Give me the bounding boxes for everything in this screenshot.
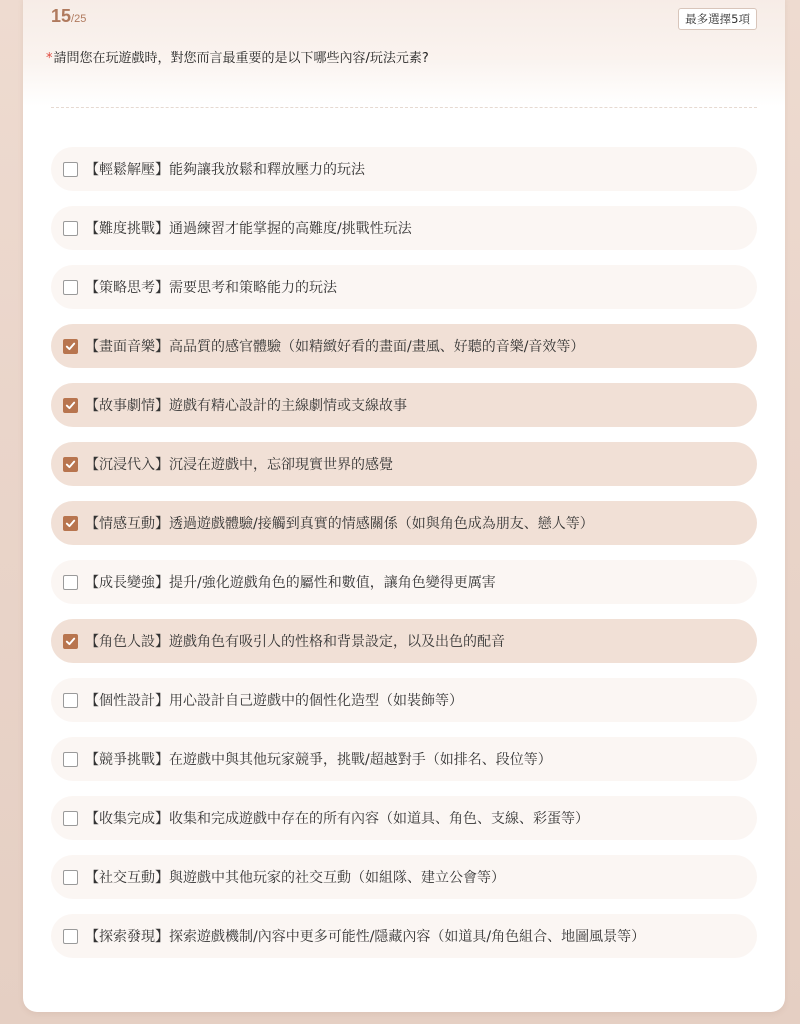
question-card: [23, 0, 785, 1012]
header-divider: [51, 107, 757, 108]
option-item[interactable]: [51, 560, 757, 604]
option-item[interactable]: [51, 324, 757, 368]
option-item[interactable]: [51, 619, 757, 663]
checkbox-unchecked[interactable]: [63, 693, 78, 708]
option-item[interactable]: [51, 796, 757, 840]
option-label: 【沉浸代入】沉浸在遊戲中，忘卻現實世界的感覺: [85, 457, 393, 473]
option-label: 【探索發現】探索遊戲機制/內容中更多可能性/隱藏內容（如道具/角色組合、地圖風景等）: [85, 929, 646, 945]
checkbox-unchecked[interactable]: [63, 811, 78, 826]
options-list: [51, 147, 757, 973]
progress-total: /25: [71, 13, 87, 25]
option-item[interactable]: [51, 206, 757, 250]
question-text: 請問您在玩遊戲時，對您而言最重要的是以下哪些內容/玩法元素?: [53, 51, 429, 66]
checkmark-icon: [65, 459, 76, 470]
option-item[interactable]: [51, 147, 757, 191]
checkbox-checked[interactable]: [63, 457, 78, 472]
checkmark-icon: [65, 341, 76, 352]
option-item[interactable]: [51, 737, 757, 781]
question-title: [46, 47, 429, 66]
option-item[interactable]: [51, 383, 757, 427]
option-label: 【輕鬆解壓】能夠讓我放鬆和釋放壓力的玩法: [85, 162, 365, 178]
question-header: [23, 0, 785, 106]
checkbox-checked[interactable]: [63, 339, 78, 354]
checkbox-unchecked[interactable]: [63, 870, 78, 885]
checkbox-unchecked[interactable]: [63, 575, 78, 590]
option-label: 【策略思考】需要思考和策略能力的玩法: [85, 280, 337, 296]
progress-current: 15: [51, 6, 72, 26]
progress-indicator: [51, 6, 86, 27]
option-label: 【故事劇情】遊戲有精心設計的主線劇情或支線故事: [85, 398, 407, 414]
required-mark: *: [46, 51, 53, 66]
checkbox-unchecked[interactable]: [63, 280, 78, 295]
option-item[interactable]: [51, 855, 757, 899]
option-label: 【成長變強】提升/強化遊戲角色的屬性和數值，讓角色變得更厲害: [85, 575, 496, 591]
checkbox-checked[interactable]: [63, 516, 78, 531]
option-item[interactable]: [51, 501, 757, 545]
checkbox-checked[interactable]: [63, 398, 78, 413]
option-item[interactable]: [51, 914, 757, 958]
option-label: 【競爭挑戰】在遊戲中與其他玩家競爭，挑戰/超越對手（如排名、段位等）: [85, 752, 552, 768]
checkbox-unchecked[interactable]: [63, 162, 78, 177]
option-label: 【社交互動】與遊戲中其他玩家的社交互動（如組隊、建立公會等）: [85, 870, 505, 886]
option-label: 【收集完成】收集和完成遊戲中存在的所有內容（如道具、角色、支線、彩蛋等）: [85, 811, 589, 827]
checkbox-checked[interactable]: [63, 634, 78, 649]
checkmark-icon: [65, 518, 76, 529]
checkbox-unchecked[interactable]: [63, 752, 78, 767]
checkmark-icon: [65, 636, 76, 647]
option-label: 【情感互動】透過遊戲體驗/接觸到真實的情感關係（如與角色成為朋友、戀人等）: [85, 516, 594, 532]
option-item[interactable]: [51, 442, 757, 486]
selection-limit-badge: 最多選擇5項: [678, 8, 757, 30]
option-item[interactable]: [51, 678, 757, 722]
option-label: 【難度挑戰】通過練習才能掌握的高難度/挑戰性玩法: [85, 221, 412, 237]
option-label: 【角色人設】遊戲角色有吸引人的性格和背景設定，以及出色的配音: [85, 634, 505, 650]
option-item[interactable]: [51, 265, 757, 309]
checkbox-unchecked[interactable]: [63, 221, 78, 236]
checkmark-icon: [65, 400, 76, 411]
option-label: 【畫面音樂】高品質的感官體驗（如精緻好看的畫面/畫風、好聽的音樂/音效等）: [85, 339, 585, 355]
option-label: 【個性設計】用心設計自己遊戲中的個性化造型（如裝飾等）: [85, 693, 463, 709]
checkbox-unchecked[interactable]: [63, 929, 78, 944]
